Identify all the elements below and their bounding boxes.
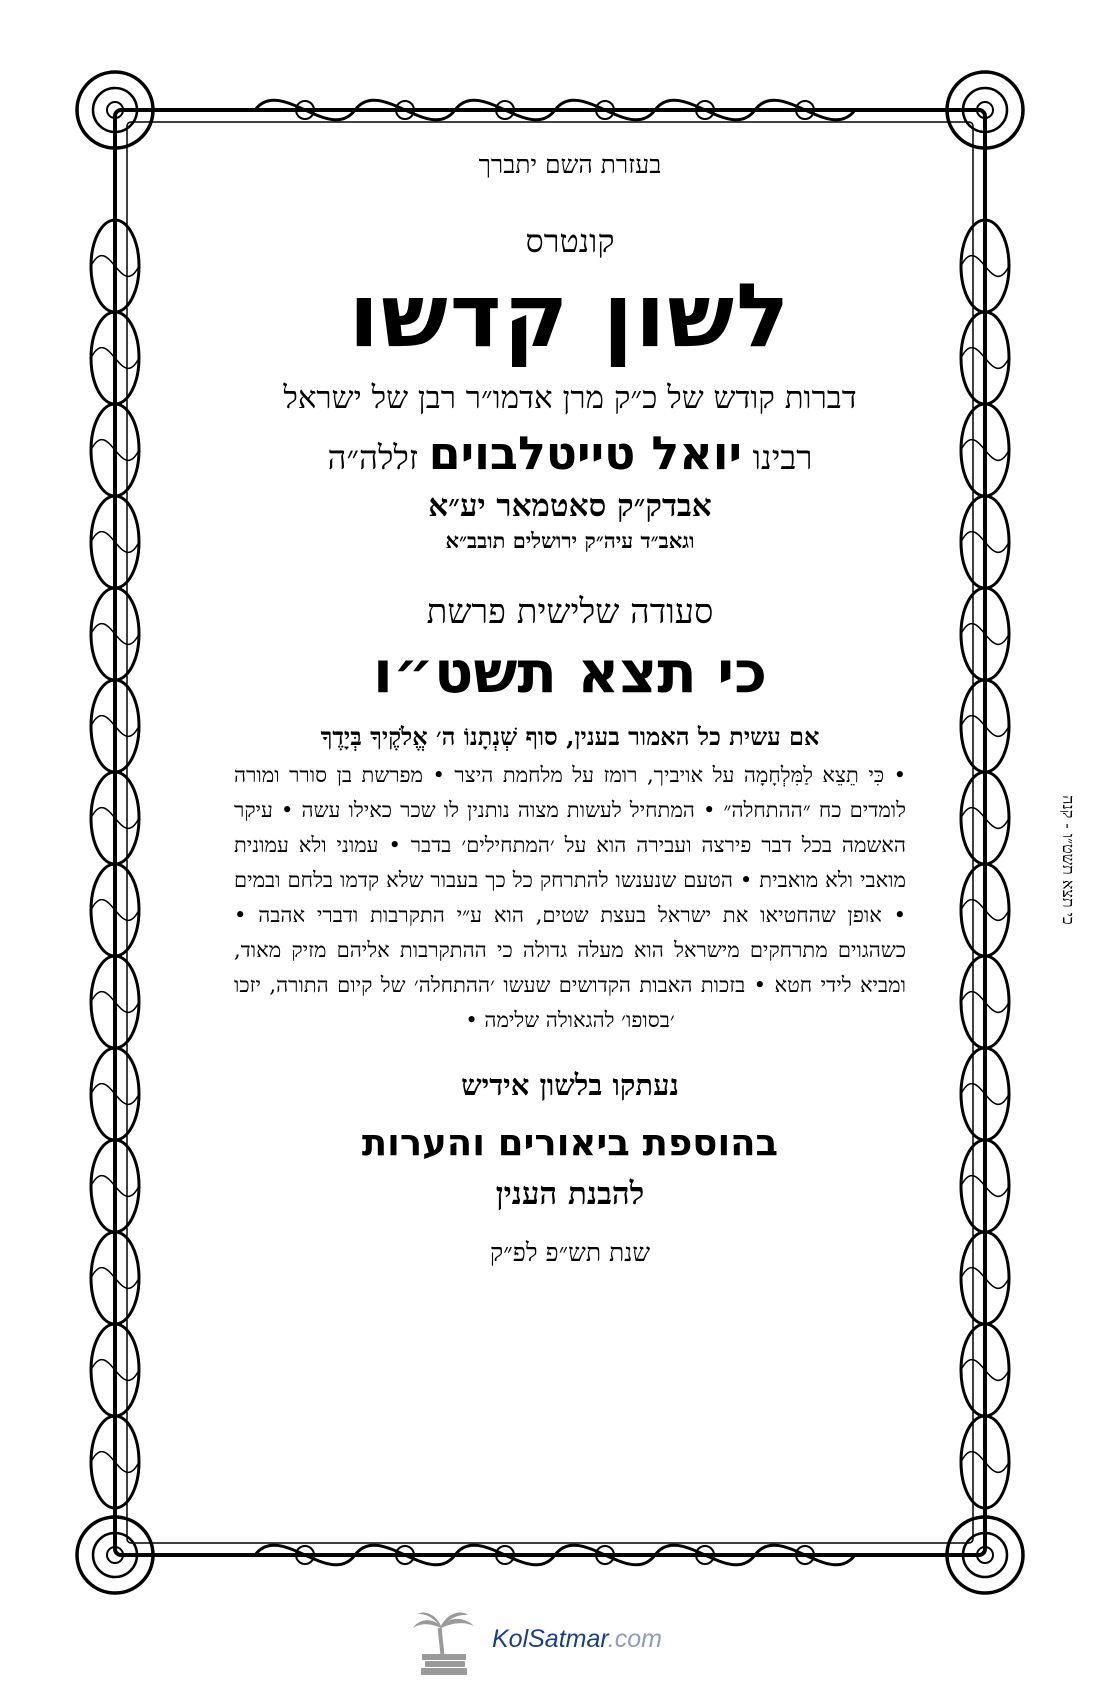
rabbi-name: יואל טייטלבוים [428,426,743,481]
translated-line: נעתקו בלשון אידיש [461,1068,679,1103]
rabbi-prefix: רבינו [752,438,813,478]
side-label-text: כי תצא תשט״ו - קנה [1059,795,1078,925]
side-label [1058,795,1078,925]
footer-logo[interactable] [410,1610,730,1680]
additions-line: בהוספת ביאורים והערות [361,1121,779,1165]
booklet-label: קונטרס [525,222,615,260]
summary-heading: אם עשית כל האמור בענין, סוף שְׁנְתָנוֹ ה׳ אֱלֹקֶיךָ בְּיָדֶךָ [320,722,820,752]
title-page [230,145,910,1525]
understanding-line: להבנת הענין [495,1176,645,1213]
meal-line: סעודה שלישית פרשת [426,592,714,633]
intro-line: דברות קודש של כ״ק מרן אדמו״ר רבן של ישראל [283,380,857,417]
palm-tree-books-icon [410,1610,480,1680]
logo-name: KolSatmar [492,1625,608,1653]
blessing-line: בעזרת השם יתברך [478,150,662,179]
page-title: לשון קדשו [348,264,792,367]
rabbi-line [230,426,910,480]
rabbi-suffix: זללה״ה [327,438,419,478]
summary-paragraph: • כִּי תֵצֵא לַמִּלְחָמָה על אויביך, רומז על מלחמת היצר • מפרשת בן סורר ומורה לומדים כח ״ההתחלה״ • המתחיל לעשות מצוה נותנין לו שכר כאילו עשה • עיקר האשמה בכל דבר פירצה ועבירה הוא על ׳המתחילים׳ בדבר • עמוני ולא עמונית מואבי ולא מואבית • הטעם שנענשו להתרחק כל כך בעבור שלא קדמו בלחם ובמים • אופן שהחטיאו את ישראל בעצת שטים, הוא ע״י התקרבות ודברי אהבה • כשהגוים מתרחקים מישראל הוא מעלה גדולה כי ההתקרבות אליהם מזיק מאוד, ומביא לידי חטא • בזכות האבות הקדושים שעשו ׳ההתחלה׳ של קיום התורה, יזכו ׳בסופו׳ להגאולה שלימה • [234,763,906,1033]
year-line: שנת תש״פ לפ״ק [489,1238,651,1268]
rabbi-title-2: וגאב״ד עיה״ק ירושלים תובב״א [445,528,695,554]
logo-domain: .com [607,1625,662,1653]
logo-wordmark [492,1625,662,1654]
parsha-title: כי תצא תשט״ו [372,638,768,707]
rabbi-title-1: אבדק״ק סאטמאר יע״א [428,488,712,525]
